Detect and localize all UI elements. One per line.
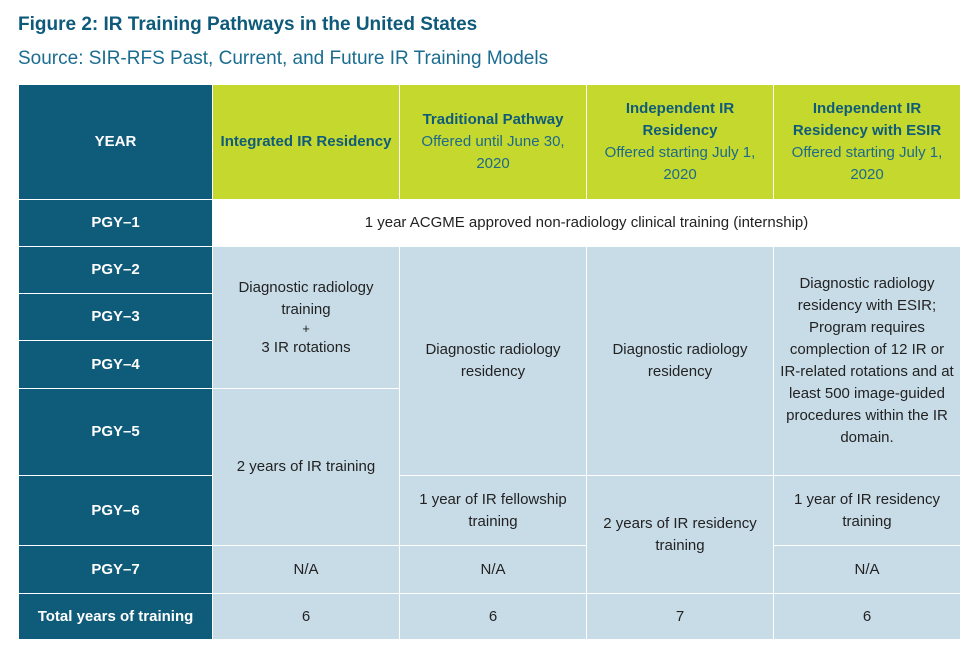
pathway-name: Independent IR Residency with ESIR — [792, 100, 942, 139]
row-label-pgy2: PGY–2 — [19, 247, 213, 294]
cell-esir-pgy7: N/A — [774, 546, 961, 594]
header-integrated-ir — [213, 85, 400, 200]
row-label-pgy6: PGY–6 — [19, 476, 213, 546]
plus-sign: + — [302, 320, 310, 336]
header-independent-ir — [587, 85, 774, 200]
cell-esir-ir-residency: 1 year of IR residency training — [774, 476, 961, 546]
total-traditional: 6 — [400, 594, 587, 640]
cell-internship: 1 year ACGME approved non-radiology clinical training (internship) — [213, 200, 961, 247]
header-traditional-pathway — [400, 85, 587, 200]
total-independent: 7 — [587, 594, 774, 640]
pathways-table — [18, 84, 961, 640]
cell-traditional-pgy7: N/A — [400, 546, 587, 594]
row-label-pgy5: PGY–5 — [19, 389, 213, 476]
pathway-availability: Offered until June 30, 2020 — [421, 133, 565, 172]
cell-text: Diagnostic radiology training — [238, 278, 374, 318]
pathway-availability: Offered starting July 1, 2020 — [604, 144, 756, 183]
figure-title: Figure 2: IR Training Pathways in the United States — [18, 14, 478, 35]
row-label-pgy1: PGY–1 — [19, 200, 213, 247]
table-row-total — [19, 594, 961, 640]
table-row — [19, 546, 961, 594]
table-row — [19, 247, 961, 294]
row-label-pgy4: PGY–4 — [19, 341, 213, 389]
cell-traditional-diagnostic: Diagnostic radiology residency — [400, 247, 587, 476]
table-row — [19, 476, 961, 546]
cell-traditional-fellowship: 1 year of IR fellowship training — [400, 476, 587, 546]
cell-integrated-ir-training: 2 years of IR training — [213, 389, 400, 546]
pathway-availability: Offered starting July 1, 2020 — [791, 144, 943, 183]
table-row — [19, 200, 961, 247]
total-integrated: 6 — [213, 594, 400, 640]
total-esir: 6 — [774, 594, 961, 640]
cell-integrated-diagnostic — [213, 247, 400, 389]
cell-text: 3 IR rotations — [261, 338, 351, 356]
pathway-name: Independent IR Residency — [625, 100, 735, 139]
header-row — [19, 85, 961, 200]
cell-esir-diagnostic: Diagnostic radiology residency with ESIR; Program requires complection of 12 IR or IR-related rotations and at least 500 image-guided procedures within the IR domain. — [774, 247, 961, 476]
pathway-name: Integrated IR Residency — [220, 133, 392, 150]
row-label-pgy7: PGY–7 — [19, 546, 213, 594]
row-label-pgy3: PGY–3 — [19, 294, 213, 341]
pathway-name: Traditional Pathway — [422, 111, 564, 128]
year-header: YEAR — [19, 85, 213, 200]
header-independent-ir-esir — [774, 85, 961, 200]
cell-integrated-pgy7: N/A — [213, 546, 400, 594]
cell-independent-diagnostic: Diagnostic radiology residency — [587, 247, 774, 476]
figure-source: Source: SIR-RFS Past, Current, and Future IR Training Models — [18, 48, 549, 69]
row-label-total: Total years of training — [19, 594, 213, 640]
cell-independent-ir-residency: 2 years of IR residency training — [587, 476, 774, 594]
